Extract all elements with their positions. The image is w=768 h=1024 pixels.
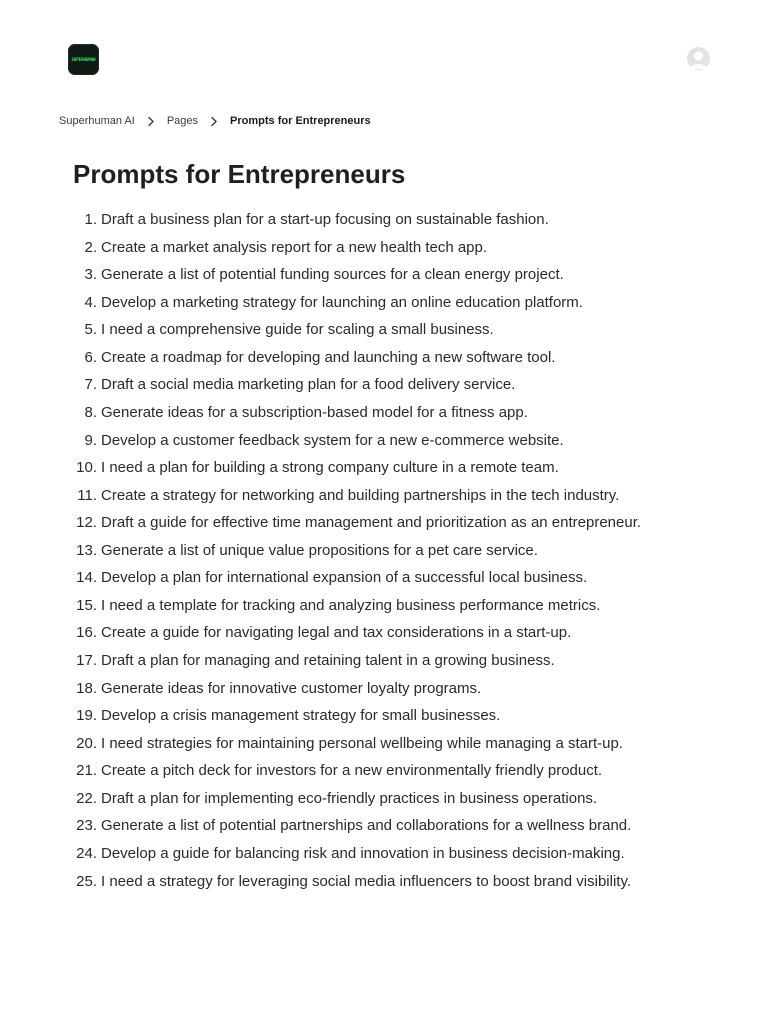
list-item-number: 4. <box>84 293 97 311</box>
list-item-number: 15. <box>76 596 97 614</box>
list-item-text: Create a roadmap for developing and launching a new software tool. <box>101 348 556 366</box>
list-item <box>73 564 641 592</box>
list-item <box>73 399 641 427</box>
breadcrumb-superhuman-ai[interactable]: Superhuman AI <box>59 115 135 127</box>
list-item-text: Create a guide for navigating legal and tax considerations in a start-up. <box>101 624 572 642</box>
list-item-text: Create a pitch deck for investors for a new environmentally friendly product. <box>101 762 603 780</box>
list-item <box>73 537 641 565</box>
list-item-text: Generate a list of unique value propositions for a pet care service. <box>101 541 538 559</box>
list-item <box>73 757 641 785</box>
list-item-text: Develop a customer feedback system for a new e-commerce website. <box>101 431 564 449</box>
chevron-right-icon <box>208 116 220 127</box>
list-item-number: 23. <box>76 817 97 835</box>
list-item-number: 22. <box>76 789 97 807</box>
list-item <box>73 647 641 675</box>
top-header <box>0 0 768 100</box>
page-title: Prompts for Entrepreneurs <box>73 159 406 189</box>
list-item-number: 13. <box>76 541 97 559</box>
superhuman-logo[interactable] <box>68 44 99 75</box>
list-item-number: 3. <box>84 266 97 284</box>
list-item <box>73 868 641 896</box>
list-item-number: 20. <box>76 734 97 752</box>
list-item-text: Generate a list of potential funding sources for a clean energy project. <box>101 266 564 284</box>
list-item-number: 6. <box>84 348 97 366</box>
list-item-number: 17. <box>76 652 97 669</box>
list-item-number: 14. <box>76 569 97 587</box>
list-item-number: 25. <box>76 872 97 890</box>
list-item-number: 8. <box>84 403 97 421</box>
list-item-number: 2. <box>84 238 97 256</box>
list-item <box>73 234 641 262</box>
list-item-text: Create a market analysis report for a new health tech app. <box>101 238 488 256</box>
list-item-text: Develop a guide for balancing risk and innovation in business decision-making. <box>101 844 625 862</box>
breadcrumb <box>59 113 371 129</box>
list-item-text: Generate ideas for a subscription-based model for a fitness app. <box>101 403 528 421</box>
list-item-number: 5. <box>84 321 97 339</box>
list-item <box>73 454 641 482</box>
list-item-text: I need a strategy for leveraging social media influencers to boost brand visibility. <box>101 872 632 890</box>
chevron-right-icon <box>145 116 157 127</box>
prompt-list <box>73 206 641 895</box>
list-item-number: 9. <box>84 431 97 449</box>
list-item-text: I need a template for tracking and analyzing business performance metrics. <box>101 596 601 614</box>
list-item-text: Generate ideas for innovative customer loyalty programs. <box>101 679 482 697</box>
list-item-number: 11. <box>77 486 97 504</box>
list-item <box>73 619 641 647</box>
logo-text: SUPERHUMAN <box>71 57 96 62</box>
list-item-number: 21. <box>76 762 97 780</box>
list-item <box>73 509 641 537</box>
list-item <box>73 427 641 455</box>
breadcrumb-current-page: Prompts for Entrepreneurs <box>230 115 371 127</box>
list-item <box>73 812 641 840</box>
breadcrumb-pages[interactable]: Pages <box>166 115 199 127</box>
list-item <box>73 482 641 510</box>
list-item-text: I need a plan for building a strong company culture in a remote team. <box>101 459 559 477</box>
list-item <box>73 371 641 399</box>
person-silhouette-icon <box>687 47 710 70</box>
list-item <box>73 289 641 317</box>
list-item-number: 18. <box>76 679 97 697</box>
list-item-number: 16. <box>76 624 97 642</box>
list-item-number: 12. <box>76 514 97 532</box>
user-avatar-icon[interactable] <box>687 47 710 70</box>
list-item-text: I need strategies for maintaining personal wellbeing while managing a start-up. <box>101 734 623 752</box>
list-item-number: 10. <box>76 459 97 477</box>
list-item <box>73 675 641 703</box>
list-item <box>73 785 641 813</box>
list-item-text: Develop a marketing strategy for launching an online education platform. <box>101 293 583 311</box>
list-item-text: Draft a business plan for a start-up focusing on sustainable fashion. <box>101 211 549 228</box>
list-item-text: Draft a social media marketing plan for a food delivery service. <box>101 376 516 394</box>
list-item <box>73 206 641 234</box>
list-item-text: Create a strategy for networking and building partnerships in the tech industry. <box>101 486 620 504</box>
list-item-text: Draft a guide for effective time management and prioritization as an entrepreneur. <box>101 514 642 532</box>
list-item-number: 24. <box>76 844 97 862</box>
list-item <box>73 592 641 620</box>
list-item <box>73 261 641 289</box>
list-item-number: 1. <box>84 211 97 228</box>
list-item <box>73 730 641 758</box>
list-item-text: Draft a plan for managing and retaining talent in a growing business. <box>101 652 555 669</box>
list-item-text: Draft a plan for implementing eco-friendly practices in business operations. <box>101 789 598 807</box>
list-item-text: Develop a plan for international expansion of a successful local business. <box>101 569 588 587</box>
list-item <box>73 316 641 344</box>
list-item <box>73 702 641 730</box>
list-item-text: I need a comprehensive guide for scaling a small business. <box>101 321 494 339</box>
list-item <box>73 344 641 372</box>
list-item <box>73 840 641 868</box>
list-item-text: Generate a list of potential partnerships and collaborations for a wellness brand. <box>101 817 632 835</box>
list-item-text: Develop a crisis management strategy for small businesses. <box>101 707 501 725</box>
list-item-number: 7. <box>84 376 97 394</box>
list-item-number: 19. <box>76 707 97 725</box>
